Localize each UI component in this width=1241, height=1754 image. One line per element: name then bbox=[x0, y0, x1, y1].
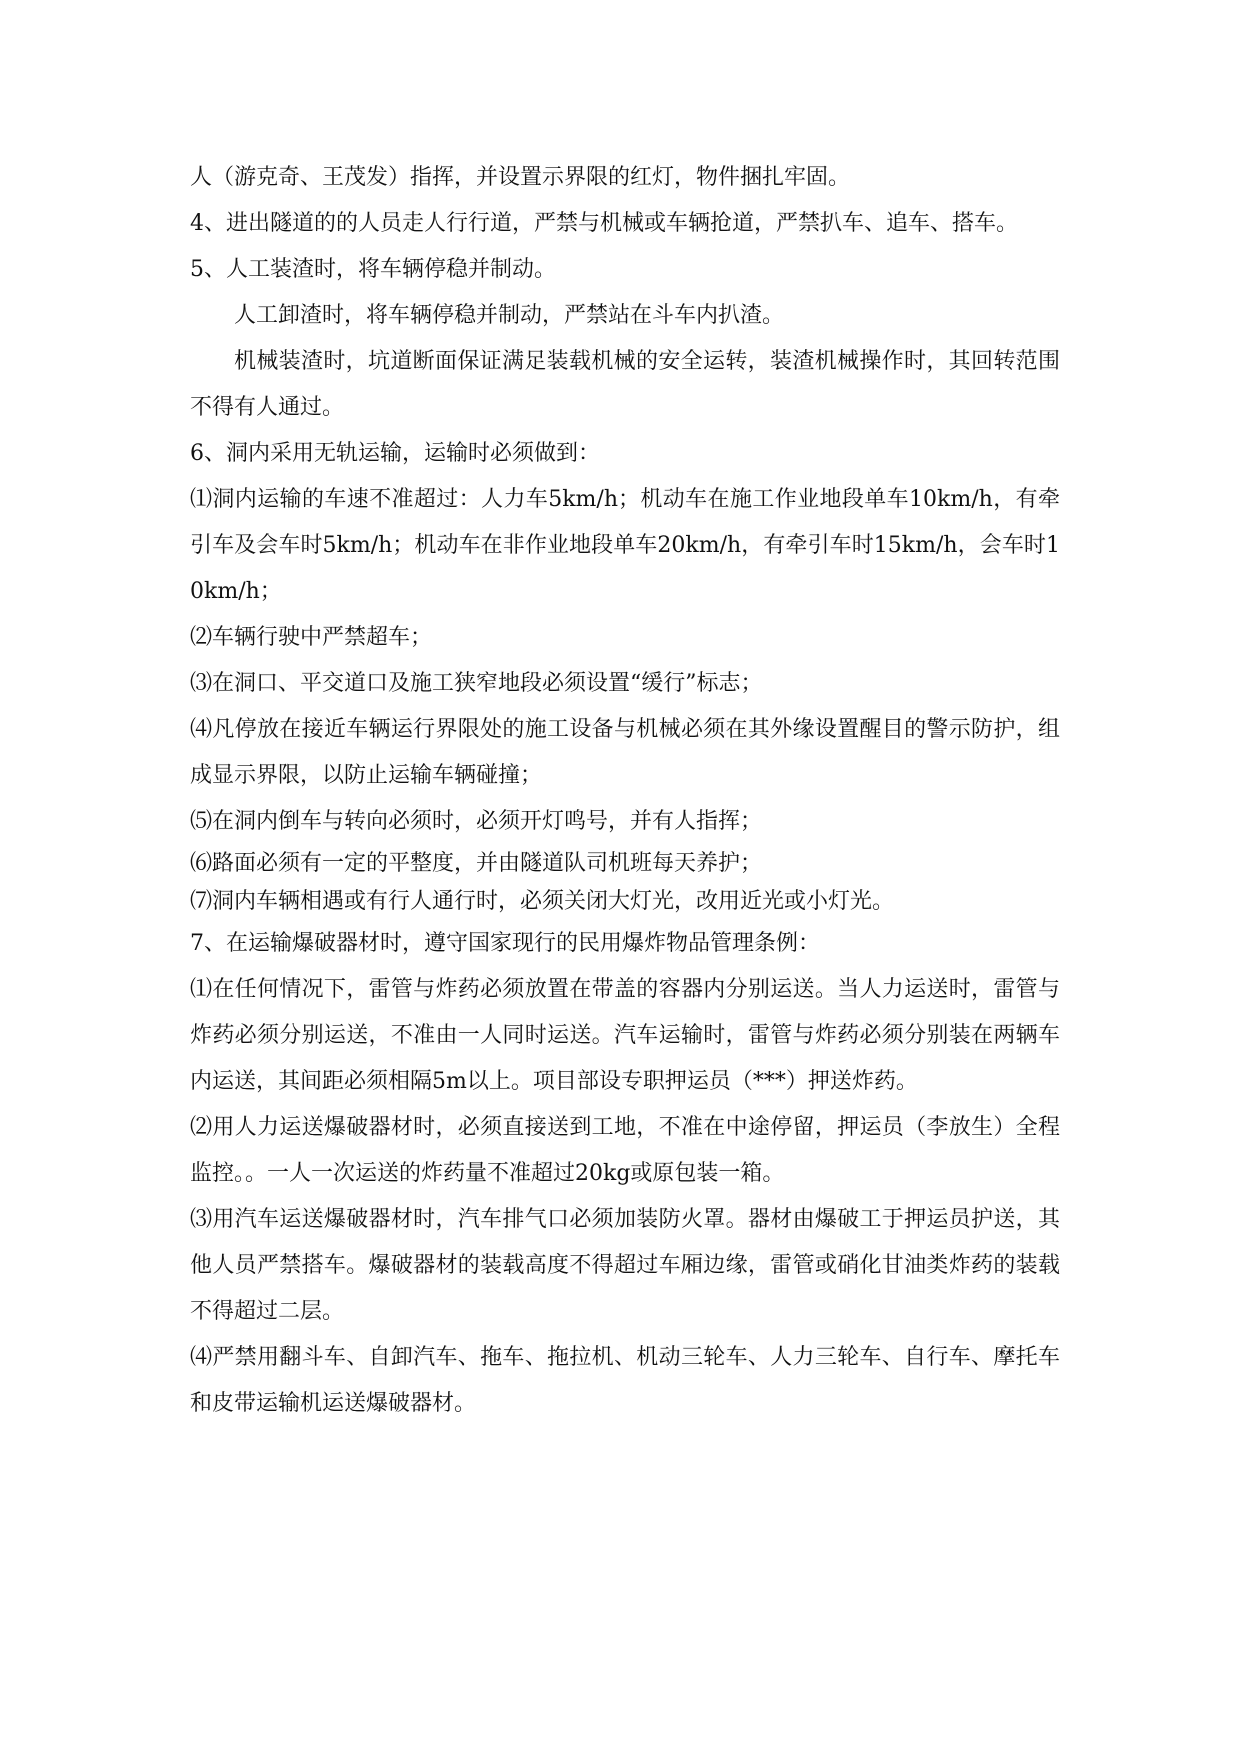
paragraph-7-2: ⑵用人力运送爆破器材时，必须直接送到工地，不准在中途停留，押运员（李放生）全程监控。。一人一次运送的炸药量不准超过20kg或原包装一箱。 bbox=[190, 1115, 1060, 1186]
paragraph-item-5: 5、人工装渣时，将车辆停稳并制动。 bbox=[190, 257, 556, 282]
paragraph-6-3: ⑶在洞口、平交道口及施工狭窄地段必须设置“缓行”标志； bbox=[190, 671, 763, 696]
paragraph-7-4: ⑷严禁用翻斗车、自卸汽车、拖车、拖拉机、机动三轮车、人力三轮车、自行车、摩托车和皮带运输机运送爆破器材。 bbox=[190, 1345, 1060, 1416]
paragraph-6-2: ⑵车辆行驶中严禁超车； bbox=[190, 625, 433, 650]
paragraph-item-6: 6、洞内采用无轨运输，运输时必须做到： bbox=[190, 441, 600, 466]
paragraph-mechanical-loading: 机械装渣时，坑道断面保证满足装载机械的安全运转，装渣机械操作时，其回转范围不得有人通过。 bbox=[190, 349, 1060, 420]
paragraph-7-1: ⑴在任何情况下，雷管与炸药必须放置在带盖的容器内分别运送。当人力运送时，雷管与炸药必须分别运送，不准由一人同时运送。汽车运输时，雷管与炸药必须分别装在两辆车内运送，其间距必须相隔5m以上。项目部设专职押运员（***）押送炸药。 bbox=[190, 977, 1060, 1094]
paragraph-manual-unloading: 人工卸渣时，将车辆停稳并制动，严禁站在斗车内扒渣。 bbox=[234, 303, 785, 328]
paragraph-7-3: ⑶用汽车运送爆破器材时，汽车排气口必须加装防火罩。器材由爆破工于押运员护送，其他人员严禁搭车。爆破器材的装载高度不得超过车厢边缘，雷管或硝化甘油类炸药的装载不得超过二层。 bbox=[190, 1207, 1060, 1324]
paragraph-item-4: 4、进出隧道的的人员走人行行道，严禁与机械或车辆抢道，严禁扒车、追车、搭车。 bbox=[190, 211, 1018, 236]
paragraph-6-6: ⑹路面必须有一定的平整度，并由隧道队司机班每天养护； bbox=[190, 851, 763, 876]
paragraph-6-7: ⑺洞内车辆相遇或有行人通行时，必须关闭大灯光，改用近光或小灯光。 bbox=[190, 889, 895, 914]
paragraph-6-1: ⑴洞内运输的车速不准超过：人力车5km/h；机动车在施工作业地段单车10km/h，有牵引车及会车时5km/h；机动车在非作业地段单车20km/h，有牵引车时15km/h，会车时10km/h； bbox=[190, 487, 1060, 604]
paragraph-continuation-command: 人（游克奇、王茂发）指挥，并设置示界限的红灯，物件捆扎牢固。 bbox=[190, 165, 851, 190]
paragraph-6-4: ⑷凡停放在接近车辆运行界限处的施工设备与机械必须在其外缘设置醒目的警示防护，组成显示界限，以防止运输车辆碰撞； bbox=[190, 717, 1060, 788]
paragraph-6-5: ⑸在洞内倒车与转向必须时，必须开灯鸣号，并有人指挥； bbox=[190, 809, 763, 834]
document-body bbox=[190, 155, 1060, 1427]
paragraph-item-7: 7、在运输爆破器材时，遵守国家现行的民用爆炸物品管理条例： bbox=[190, 931, 820, 956]
